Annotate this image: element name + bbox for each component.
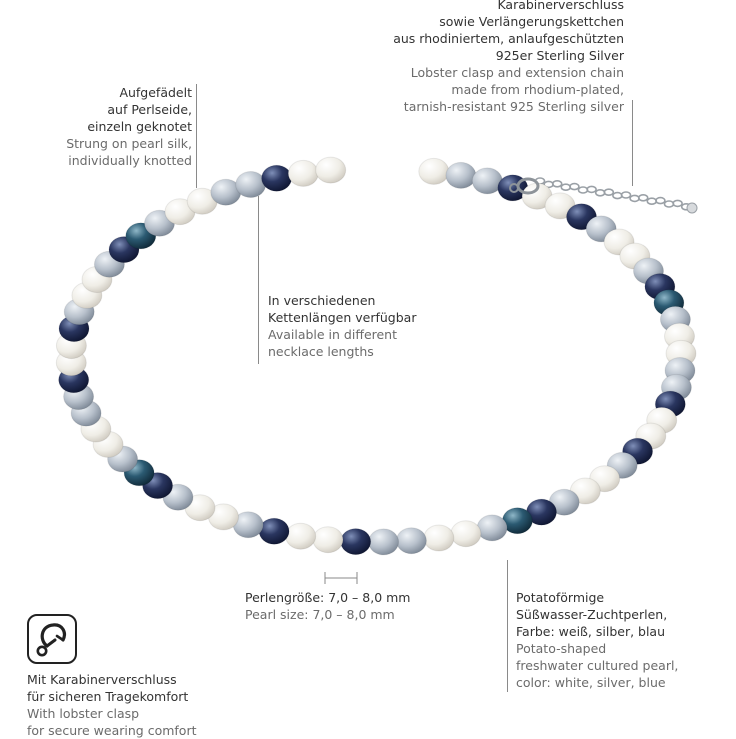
silk-note-en-1: Strung on pearl silk, — [66, 136, 192, 151]
length-note-de-1: In verschiedenen — [268, 293, 376, 308]
chain-end-bead — [687, 203, 697, 213]
chain-link — [587, 186, 596, 192]
pearl-size-indicator — [325, 572, 357, 584]
clasp-note — [393, 0, 624, 115]
pearl-type-de-2: Süßwasser-Zuchtperlen, — [516, 607, 668, 622]
pearl — [259, 518, 289, 544]
silk-leader-line — [196, 84, 197, 188]
pearl-leader-line — [507, 560, 508, 692]
pearl-type-de-3: Farbe: weiß, silber, blau — [516, 624, 666, 639]
pearl — [446, 162, 476, 188]
length-note-de-2: Kettenlängen verfügbar — [268, 310, 417, 325]
size-note-de: Perlengröße: 7,0 – 8,0 mm — [245, 590, 411, 605]
size-note-en: Pearl size: 7,0 – 8,0 mm — [245, 607, 395, 622]
size-note — [245, 589, 411, 623]
pearl — [313, 527, 343, 553]
lobster-clasp-icon — [27, 614, 77, 664]
length-leader-line — [258, 196, 259, 364]
chain-link — [604, 189, 613, 195]
chain-link — [656, 198, 665, 204]
chain-link — [622, 192, 631, 198]
pearl — [369, 529, 399, 555]
pearl — [236, 172, 266, 198]
chain-link — [553, 181, 562, 187]
chain-link — [665, 201, 674, 207]
lobster-note — [27, 671, 197, 739]
silk-note-de-1: Aufgefädelt — [119, 85, 192, 100]
clasp-note-en-3: tarnish-resistant 925 Sterling silver — [403, 99, 624, 114]
clasp-leader-line — [632, 100, 633, 186]
lobster-note-de-2: für sicheren Tragekomfort — [27, 689, 189, 704]
length-note-en-2: necklace lengths — [268, 344, 374, 359]
pearl — [262, 165, 292, 191]
clasp-note-de-4: 925er Sterling Silver — [495, 48, 624, 63]
pearl — [424, 525, 454, 551]
clasp-note-en-2: made from rhodium-plated, — [451, 82, 624, 97]
silk-note-en-2: individually knotted — [68, 153, 192, 168]
pearl — [286, 523, 316, 549]
chain-link — [647, 198, 656, 204]
silk-note-de-3: einzeln geknotet — [87, 119, 192, 134]
silk-note-de-2: auf Perlseide, — [107, 102, 192, 117]
pearl — [419, 158, 449, 184]
chain-link — [561, 184, 570, 190]
length-note — [268, 292, 416, 360]
pearl — [396, 528, 426, 554]
pearl-type-en-1: Potato-shaped — [516, 641, 607, 656]
clasp-note-de-3: aus rhodiniertem, anlaufgeschützten — [393, 31, 624, 46]
chain-link — [570, 184, 579, 190]
silk-note — [66, 84, 192, 169]
chain-link — [579, 187, 588, 193]
chain-link — [596, 190, 605, 196]
pearl-type-de-1: Potatoförmige — [516, 590, 605, 605]
clasp-note-de-2: sowie Verlängerungskettchen — [439, 14, 624, 29]
pearl — [451, 521, 481, 547]
lobster-note-de-1: Mit Karabinerverschluss — [27, 672, 177, 687]
chain-link — [673, 200, 682, 206]
lobster-note-en-2: for secure wearing comfort — [27, 723, 197, 738]
pearl-type-en-3: color: white, silver, blue — [516, 675, 666, 690]
clasp-note-en-1: Lobster clasp and extension chain — [410, 65, 624, 80]
clasp-note-de-1: Karabinerverschluss — [497, 0, 624, 12]
chain-link — [630, 195, 639, 201]
length-note-en-1: Available in different — [268, 327, 398, 342]
pearl — [477, 515, 507, 541]
pearl-type-en-2: freshwater cultured pearl, — [516, 658, 679, 673]
chain-link — [639, 195, 648, 201]
pearl — [288, 160, 318, 186]
chain-link — [613, 193, 622, 199]
pearl-type-note — [516, 589, 678, 691]
pearl — [341, 529, 371, 555]
pearl — [316, 157, 346, 183]
lobster-note-en-1: With lobster clasp — [27, 706, 140, 721]
